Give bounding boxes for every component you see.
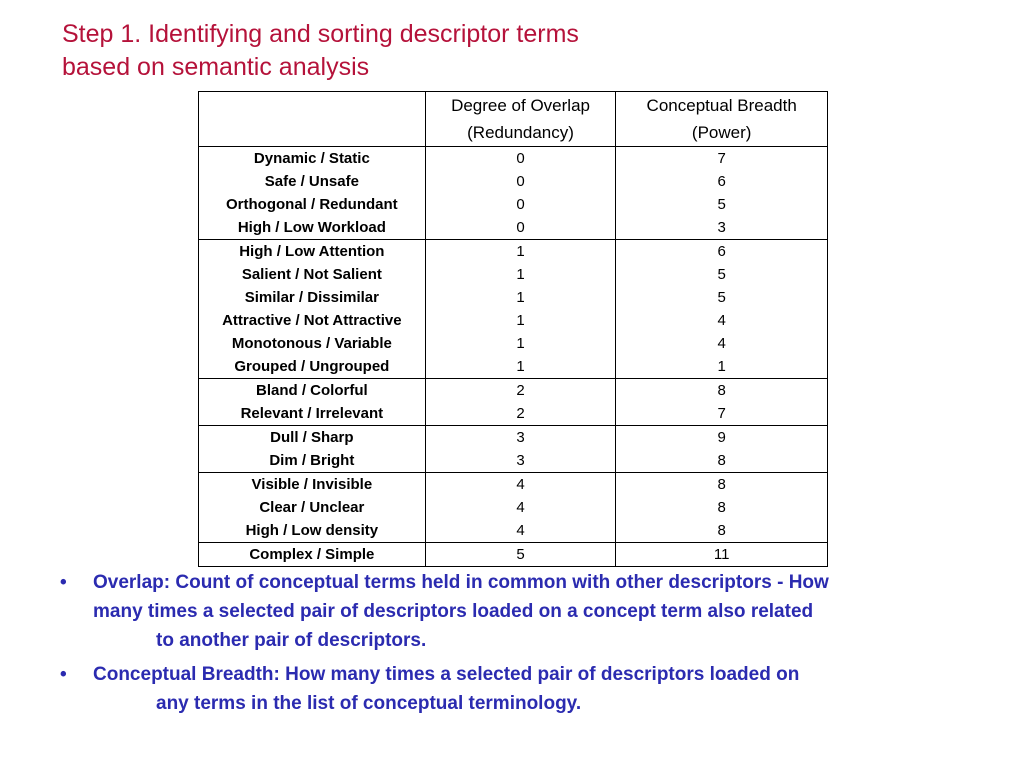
row-overlap: 1	[425, 355, 616, 379]
row-breadth: 11	[616, 543, 828, 567]
note-line: Conceptual Breadth: How many times a selected pair of descriptors loaded on	[93, 664, 800, 685]
row-overlap: 1	[425, 286, 616, 309]
row-breadth: 3	[616, 216, 828, 240]
table-row	[199, 496, 828, 519]
table-row	[199, 402, 828, 426]
slide-title	[62, 18, 579, 84]
table-row	[199, 309, 828, 332]
row-label: High / Low Workload	[199, 216, 426, 240]
row-breadth: 5	[616, 263, 828, 286]
row-overlap: 4	[425, 496, 616, 519]
row-breadth: 8	[616, 449, 828, 473]
row-breadth: 9	[616, 426, 828, 450]
row-overlap: 4	[425, 473, 616, 497]
row-label: High / Low Attention	[199, 240, 426, 264]
row-label: Bland / Colorful	[199, 379, 426, 403]
descriptor-table	[198, 91, 828, 567]
table-row	[199, 519, 828, 543]
bullet-icon: •	[60, 664, 67, 685]
row-label: Grouped / Ungrouped	[199, 355, 426, 379]
row-label: Visible / Invisible	[199, 473, 426, 497]
notes-list	[60, 568, 990, 723]
row-breadth: 7	[616, 402, 828, 426]
table-row	[199, 263, 828, 286]
table-row	[199, 147, 828, 171]
row-breadth: 5	[616, 193, 828, 216]
row-overlap: 1	[425, 309, 616, 332]
table-row	[199, 449, 828, 473]
row-breadth: 8	[616, 379, 828, 403]
table-row	[199, 216, 828, 240]
note-line: any terms in the list of conceptual terminology.	[156, 693, 582, 714]
row-breadth: 4	[616, 332, 828, 355]
row-label: Safe / Unsafe	[199, 170, 426, 193]
header-breadth-line-1: Conceptual Breadth	[646, 96, 797, 115]
row-overlap: 1	[425, 240, 616, 264]
table-row	[199, 355, 828, 379]
note-line: to another pair of descriptors.	[156, 630, 427, 651]
row-overlap: 4	[425, 519, 616, 543]
table-row	[199, 193, 828, 216]
header-overlap	[425, 92, 616, 147]
table-row	[199, 426, 828, 450]
row-overlap: 1	[425, 332, 616, 355]
title-line-1: Step 1. Identifying and sorting descriptor terms	[62, 20, 579, 48]
row-label: Salient / Not Salient	[199, 263, 426, 286]
row-breadth: 8	[616, 496, 828, 519]
row-label: High / Low density	[199, 519, 426, 543]
row-overlap: 1	[425, 263, 616, 286]
row-overlap: 0	[425, 216, 616, 240]
note-breadth	[60, 660, 990, 718]
header-breadth	[616, 92, 828, 147]
row-breadth: 4	[616, 309, 828, 332]
row-overlap: 5	[425, 543, 616, 567]
row-breadth: 1	[616, 355, 828, 379]
row-label: Relevant / Irrelevant	[199, 402, 426, 426]
row-label: Dim / Bright	[199, 449, 426, 473]
table-row	[199, 543, 828, 567]
table-header-row	[199, 92, 828, 147]
row-overlap: 0	[425, 170, 616, 193]
row-label: Attractive / Not Attractive	[199, 309, 426, 332]
row-overlap: 3	[425, 426, 616, 450]
table-row	[199, 170, 828, 193]
header-overlap-line-2: (Redundancy)	[467, 123, 574, 142]
row-breadth: 8	[616, 519, 828, 543]
table-row	[199, 332, 828, 355]
header-overlap-line-1: Degree of Overlap	[451, 96, 590, 115]
table-row	[199, 286, 828, 309]
note-line: many times a selected pair of descriptors loaded on a concept term also related	[93, 601, 814, 622]
header-descriptor	[199, 92, 426, 147]
table-row	[199, 473, 828, 497]
table-row	[199, 379, 828, 403]
title-line-2: based on semantic analysis	[62, 53, 370, 81]
row-label: Clear / Unclear	[199, 496, 426, 519]
bullet-icon: •	[60, 572, 67, 593]
row-label: Monotonous / Variable	[199, 332, 426, 355]
row-label: Complex / Simple	[199, 543, 426, 567]
row-breadth: 5	[616, 286, 828, 309]
row-label: Orthogonal / Redundant	[199, 193, 426, 216]
row-breadth: 6	[616, 170, 828, 193]
row-breadth: 8	[616, 473, 828, 497]
row-label: Dynamic / Static	[199, 147, 426, 171]
row-overlap: 0	[425, 147, 616, 171]
row-overlap: 2	[425, 379, 616, 403]
note-overlap	[60, 568, 990, 655]
note-line: Overlap: Count of conceptual terms held in common with other descriptors - How	[93, 572, 829, 593]
header-breadth-line-2: (Power)	[691, 123, 752, 142]
row-breadth: 7	[616, 147, 828, 171]
row-overlap: 0	[425, 193, 616, 216]
row-label: Similar / Dissimilar	[199, 286, 426, 309]
table-row	[199, 240, 828, 264]
row-overlap: 2	[425, 402, 616, 426]
row-label: Dull / Sharp	[199, 426, 426, 450]
row-overlap: 3	[425, 449, 616, 473]
row-breadth: 6	[616, 240, 828, 264]
